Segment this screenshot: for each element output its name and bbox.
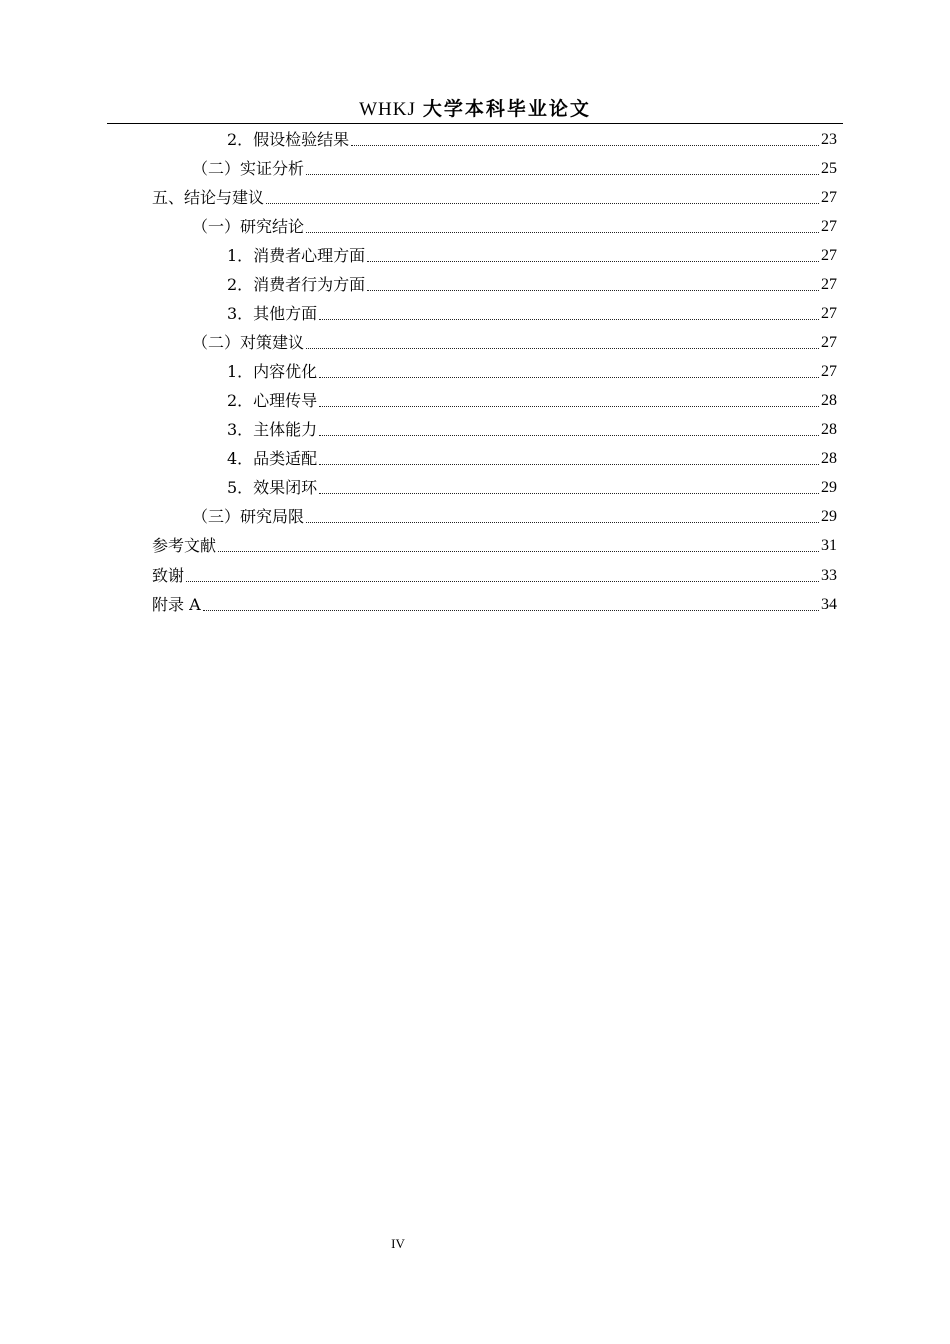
toc-entry-page: 31 <box>821 537 837 554</box>
toc-dot-leader <box>319 406 819 407</box>
toc-dot-leader <box>319 377 819 378</box>
toc-dot-leader <box>367 261 819 262</box>
toc-dot-leader <box>306 348 819 349</box>
toc-entry-page: 29 <box>821 479 837 496</box>
toc-entry-page: 28 <box>821 450 837 467</box>
toc-entry[interactable] <box>152 558 837 587</box>
toc-entry[interactable] <box>192 151 837 180</box>
toc-entry-label: 2．消费者行为方面 <box>227 275 366 294</box>
toc-entry-label: （二）实证分析 <box>192 159 305 178</box>
toc-dot-leader <box>306 522 819 523</box>
toc-entry-page: 27 <box>821 189 837 206</box>
toc-dot-leader <box>186 581 819 582</box>
toc-entry[interactable] <box>227 238 837 267</box>
toc-entry-page: 28 <box>821 421 837 438</box>
toc-entry-page: 27 <box>821 334 837 351</box>
header-title: 大学本科毕业论文 <box>422 98 591 120</box>
toc-entry-label: 3．主体能力 <box>227 420 318 439</box>
toc-dot-leader <box>319 435 819 436</box>
toc-entry-page: 33 <box>821 567 837 584</box>
toc-dot-leader <box>367 290 819 291</box>
toc-entry-label: （一）研究结论 <box>192 217 305 236</box>
toc-entry[interactable] <box>192 209 837 238</box>
toc-entry-page: 23 <box>821 131 837 148</box>
toc-entry-page: 27 <box>821 363 837 380</box>
toc-entry[interactable] <box>192 499 837 528</box>
toc-entry-label: 参考文献 <box>152 536 217 555</box>
toc-entry-page: 28 <box>821 392 837 409</box>
toc-entry-label: 五、结论与建议 <box>152 188 265 207</box>
toc-entry-page: 34 <box>821 596 837 613</box>
toc-entry-page: 27 <box>821 218 837 235</box>
toc-entry[interactable] <box>227 122 837 151</box>
toc-dot-leader <box>319 464 819 465</box>
toc-entry-label: 4．品类适配 <box>227 449 318 468</box>
toc-entry-label: 附录 A <box>152 595 201 614</box>
toc-entry[interactable] <box>227 354 837 383</box>
toc-dot-leader <box>351 145 819 146</box>
toc-entry-page: 29 <box>821 508 837 525</box>
toc-entry-page: 27 <box>821 247 837 264</box>
toc-dot-leader <box>319 319 819 320</box>
toc-entry-label: 致谢 <box>152 566 185 585</box>
toc-entry-label: 1．消费者心理方面 <box>227 246 366 265</box>
toc-entry-label: 2．假设检验结果 <box>227 130 350 149</box>
toc-entry[interactable] <box>227 412 837 441</box>
toc-entry-label: 1．内容优化 <box>227 362 318 381</box>
toc-entry[interactable] <box>227 267 837 296</box>
toc-entry-page: 25 <box>821 160 837 177</box>
page-number: IV <box>391 1236 405 1251</box>
toc-entry[interactable] <box>152 528 837 557</box>
toc-entry[interactable] <box>227 296 837 325</box>
toc-dot-leader <box>266 203 819 204</box>
toc-dot-leader <box>306 174 819 175</box>
toc-dot-leader <box>203 610 819 611</box>
toc-entry[interactable] <box>227 470 837 499</box>
toc-dot-leader <box>218 551 819 552</box>
toc-entry[interactable] <box>152 180 837 209</box>
toc-entry-label: 5．效果闭环 <box>227 478 318 497</box>
toc-entry[interactable] <box>152 587 837 616</box>
toc-entry-page: 27 <box>821 305 837 322</box>
toc-entry-label: 3．其他方面 <box>227 304 318 323</box>
toc-dot-leader <box>319 493 819 494</box>
page-header <box>107 96 843 124</box>
toc-entry-label: 2．心理传导 <box>227 391 318 410</box>
toc-entry[interactable] <box>192 325 837 354</box>
toc-entry-page: 27 <box>821 276 837 293</box>
toc-entry-label: （二）对策建议 <box>192 333 305 352</box>
header-prefix: WHKJ <box>359 99 416 120</box>
toc-entry-label: （三）研究局限 <box>192 507 305 526</box>
toc-entry[interactable] <box>227 441 837 470</box>
toc-dot-leader <box>306 232 819 233</box>
toc-entry[interactable] <box>227 383 837 412</box>
